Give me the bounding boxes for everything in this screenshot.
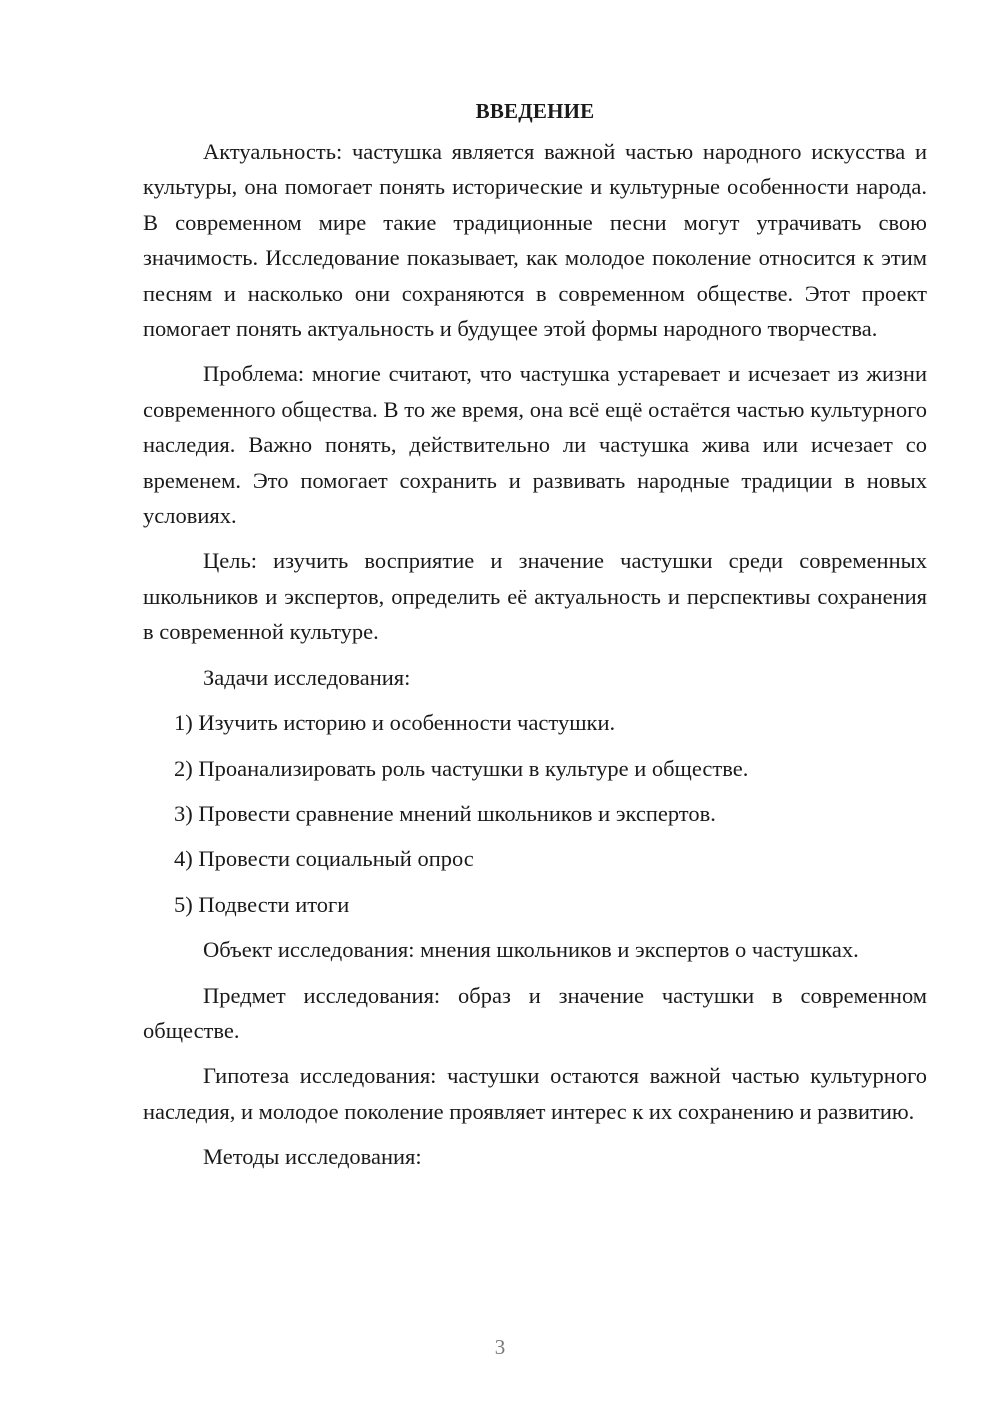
subject-paragraph: Предмет исследования: образ и значение частушки в современном обществе. — [143, 982, 927, 1043]
page-body — [143, 94, 927, 1185]
list-item: 1) Изучить историю и особенности частушки. — [174, 710, 616, 736]
relevance-paragraph: Актуальность: частушка является важной частью народного искусства и культуры, она помогает понять исторические и культурные особенности народа. В современном мире такие традиционные песни могут утрачивать свою значимость. Исследование показывает, как молодое поколение относится к этим песням и насколько они сохраняются в современном обществе. Этот проект помогает понять актуальность и будущее этой формы народного творчества. — [143, 139, 927, 342]
object-paragraph: Объект исследования: мнения школьников и экспертов о частушках. — [203, 937, 859, 963]
section-title: ВВЕДЕНИЕ — [475, 99, 595, 123]
problem-paragraph: Проблема: многие считают, что частушка устаревает и исчезает из жизни современного общества. В то же время, она всё ещё остаётся частью культурного наследия. Важно понять, действительно ли частушка жива или исчезает со временем. Это помогает сохранить и развивать народные традиции в новых условиях. — [143, 361, 927, 529]
tasks-heading: Задачи исследования: — [203, 664, 411, 690]
list-item: 4) Провести социальный опрос — [174, 846, 474, 872]
page-number: 3 — [494, 1335, 506, 1359]
hypothesis-paragraph: Гипотеза исследования: частушки остаются важной частью культурного наследия, и молодое поколение проявляет интерес к их сохранению и развитию. — [143, 1063, 927, 1124]
list-item: 2) Проанализировать роль частушки в культуре и обществе. — [174, 755, 749, 781]
methods-heading: Методы исследования: — [203, 1144, 422, 1170]
list-item: 5) Подвести итоги — [174, 891, 350, 917]
tasks-list — [143, 705, 927, 922]
list-item: 3) Провести сравнение мнений школьников и экспертов. — [174, 800, 716, 826]
goal-paragraph: Цель: изучить восприятие и значение частушки среди современных школьников и экспертов, определить её актуальность и перспективы сохранения в современной культуре. — [143, 548, 927, 645]
